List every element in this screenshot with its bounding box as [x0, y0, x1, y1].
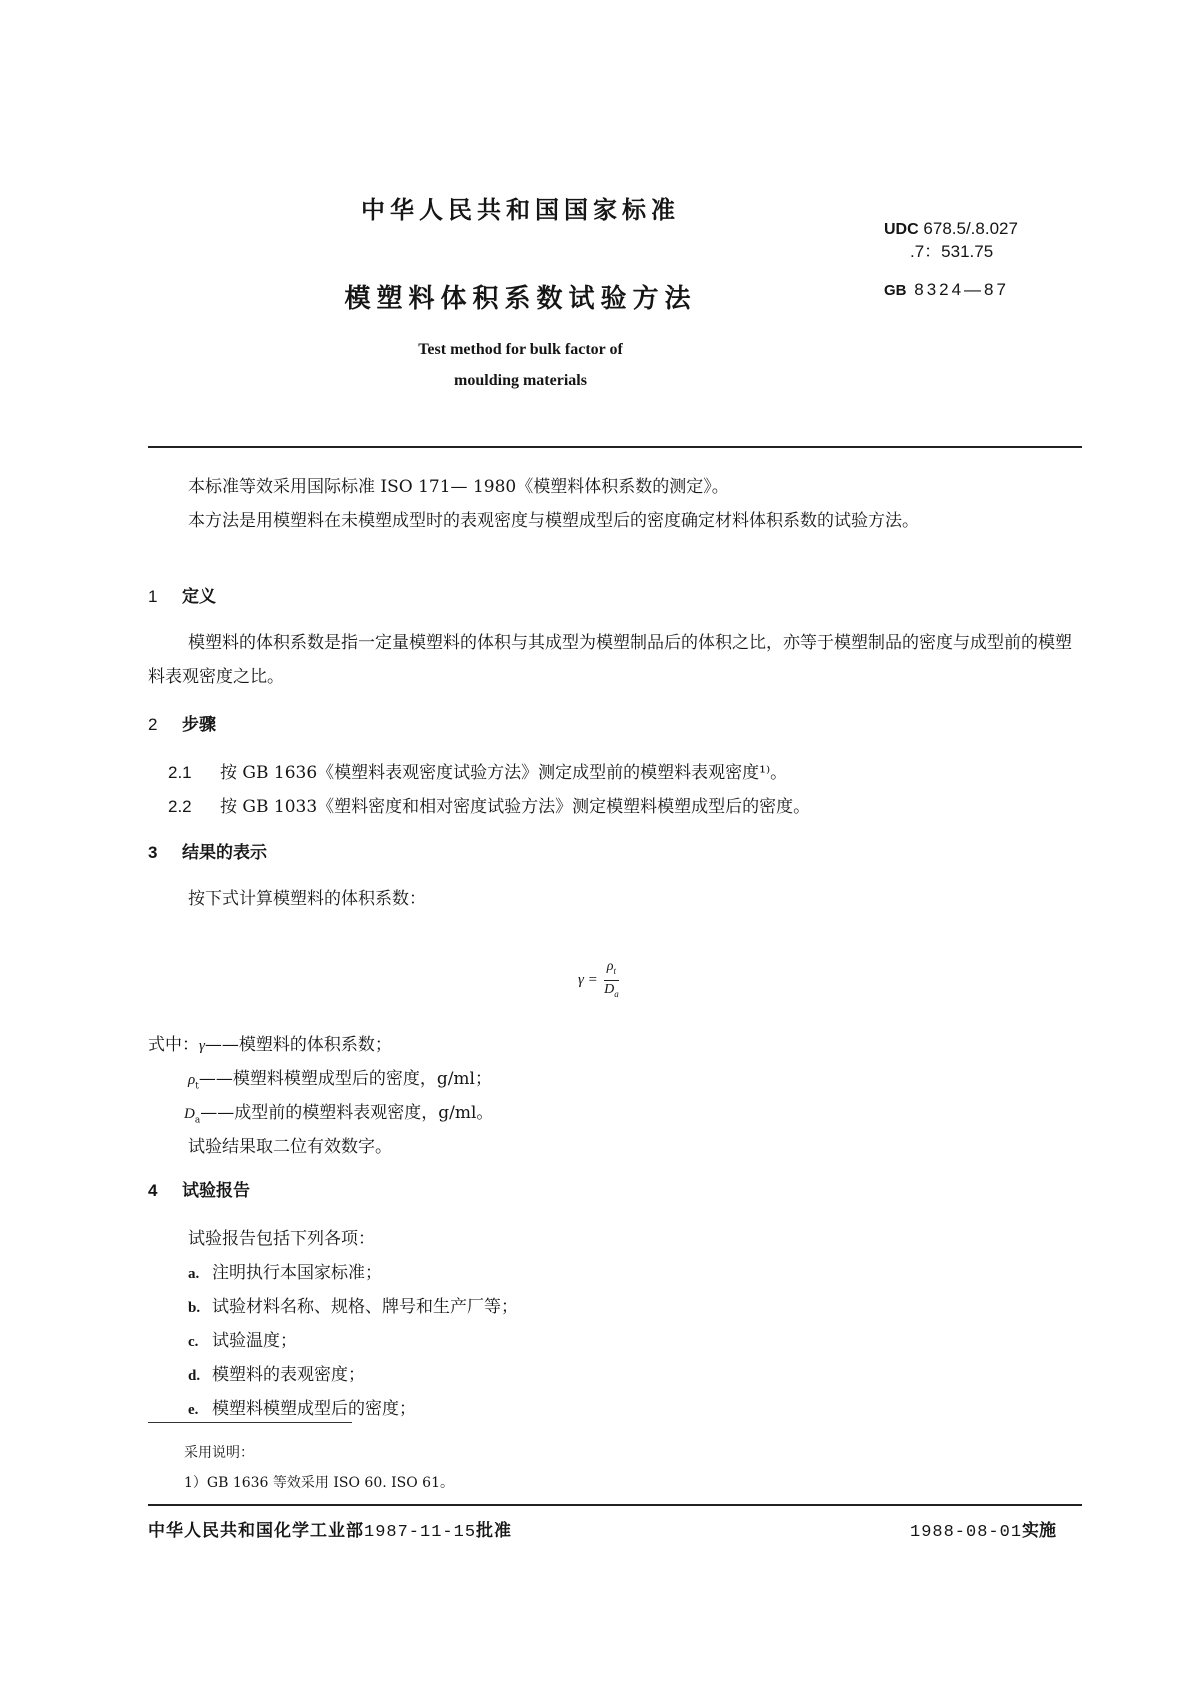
- step-2-2: [168, 792, 810, 817]
- intro-paragraph-1: 本标准等效采用国际标准 ISO 171— 1980《模塑料体积系数的测定》。: [188, 477, 729, 497]
- step-2-2-text: 按 GB 1033《塑料密度和相对密度试验方法》测定模塑料模塑成型后的密度。: [220, 797, 811, 817]
- section-1-number: 1: [148, 587, 158, 606]
- udc-label: UDC: [884, 221, 919, 238]
- formula-numerator: $\rho_t$: [604, 958, 619, 981]
- udc-classification: [884, 218, 1018, 263]
- formula-lhs: γ =: [578, 971, 598, 988]
- report-item-c: c. 试验温度；: [188, 1331, 297, 1351]
- intro-paragraph-2: 本方法是用模塑料在未模塑成型时的表观密度与模塑成型后的密度确定材料体积系数的试验方法。: [188, 511, 919, 531]
- section-3-title: 结果的表示: [182, 843, 267, 863]
- title-en-line2: moulding materials: [454, 372, 587, 389]
- report-item-e: e. 模塑料模塑成型后的密度；: [188, 1399, 416, 1419]
- standard-title-cn: 模塑料体积系数试验方法: [344, 284, 697, 314]
- report-item-b: b. 试验材料名称、规格、牌号和生产厂等；: [188, 1297, 518, 1317]
- gb-label: GB: [884, 282, 907, 299]
- footer-divider: [148, 1504, 1082, 1506]
- udc-line2: .7：531.75: [910, 242, 994, 261]
- section-4-number: 4: [148, 1181, 158, 1200]
- step-2-2-number: 2.2: [168, 797, 192, 816]
- approve-label: 批准: [476, 1521, 513, 1541]
- approve-date: 1987-11-15: [364, 1523, 477, 1542]
- section-4-title: 试验报告: [182, 1181, 250, 1201]
- section-3-intro: 按下式计算模塑料的体积系数：: [188, 889, 426, 909]
- bulk-factor-formula: [578, 958, 619, 1003]
- variable-da: $D_a——$成型前的模塑料表观密度，g/ml。: [184, 1103, 494, 1126]
- variable-gamma: 式中：γ——模塑料的体积系数；: [148, 1035, 392, 1055]
- variable-rho: $\rho_t——$模塑料模塑成型后的密度，g/ml；: [188, 1069, 492, 1092]
- footnote-divider: [148, 1422, 352, 1423]
- footnote-heading: 采用说明：: [184, 1445, 254, 1461]
- section-4-intro: 试验报告包括下列各项：: [188, 1229, 375, 1249]
- formula-denominator: $D_a$: [604, 981, 619, 999]
- significant-digits-note: 试验结果取二位有效数字。: [188, 1137, 392, 1157]
- section-3-number: 3: [148, 843, 158, 862]
- effective-label: 实施: [1022, 1521, 1057, 1541]
- section-2-title: 步骤: [182, 715, 216, 735]
- section-1-heading: [148, 582, 216, 607]
- header-divider: [148, 446, 1082, 448]
- section-2-number: 2: [148, 715, 158, 734]
- gb-code: [884, 280, 1009, 300]
- udc-line1: 678.5/.8.027: [923, 219, 1018, 238]
- step-2-1-number: 2.1: [168, 763, 192, 782]
- national-standard-title: 中华人民共和国国家标准: [361, 196, 680, 224]
- step-2-1: [168, 758, 787, 783]
- effective-date: 1988-08-01: [910, 1523, 1023, 1542]
- standard-title-en: [0, 334, 1191, 396]
- report-item-a: a. 注明执行本国家标准；: [188, 1263, 382, 1283]
- formula-fraction: [604, 958, 619, 1003]
- section-4-heading: [148, 1176, 250, 1201]
- section-2-heading: [148, 710, 216, 735]
- approval-line: [148, 1516, 512, 1542]
- step-2-1-text: 按 GB 1636《模塑料表观密度试验方法》测定成型前的模塑料表观密度¹⁾。: [220, 763, 788, 783]
- where-prefix: 式中：: [148, 1035, 199, 1055]
- title-en-line1: Test method for bulk factor of: [418, 341, 623, 358]
- section-3-heading: [148, 838, 267, 863]
- effective-line: [910, 1516, 1056, 1542]
- footnote-1: 1）GB 1636 等效采用 ISO 60. ISO 61。: [184, 1475, 454, 1491]
- report-item-d: d. 模塑料的表观密度；: [188, 1365, 365, 1385]
- section-1-title: 定义: [182, 587, 216, 607]
- gb-number: 8324—87: [914, 280, 1009, 299]
- section-1-text: 模塑料的体积系数是指一定量模塑料的体积与其成型为模塑制品后的体积之比，亦等于模塑制品的密度与成型前的模塑料表观密度之比。: [148, 633, 1072, 687]
- issuer: 中华人民共和国化学工业部: [148, 1521, 364, 1541]
